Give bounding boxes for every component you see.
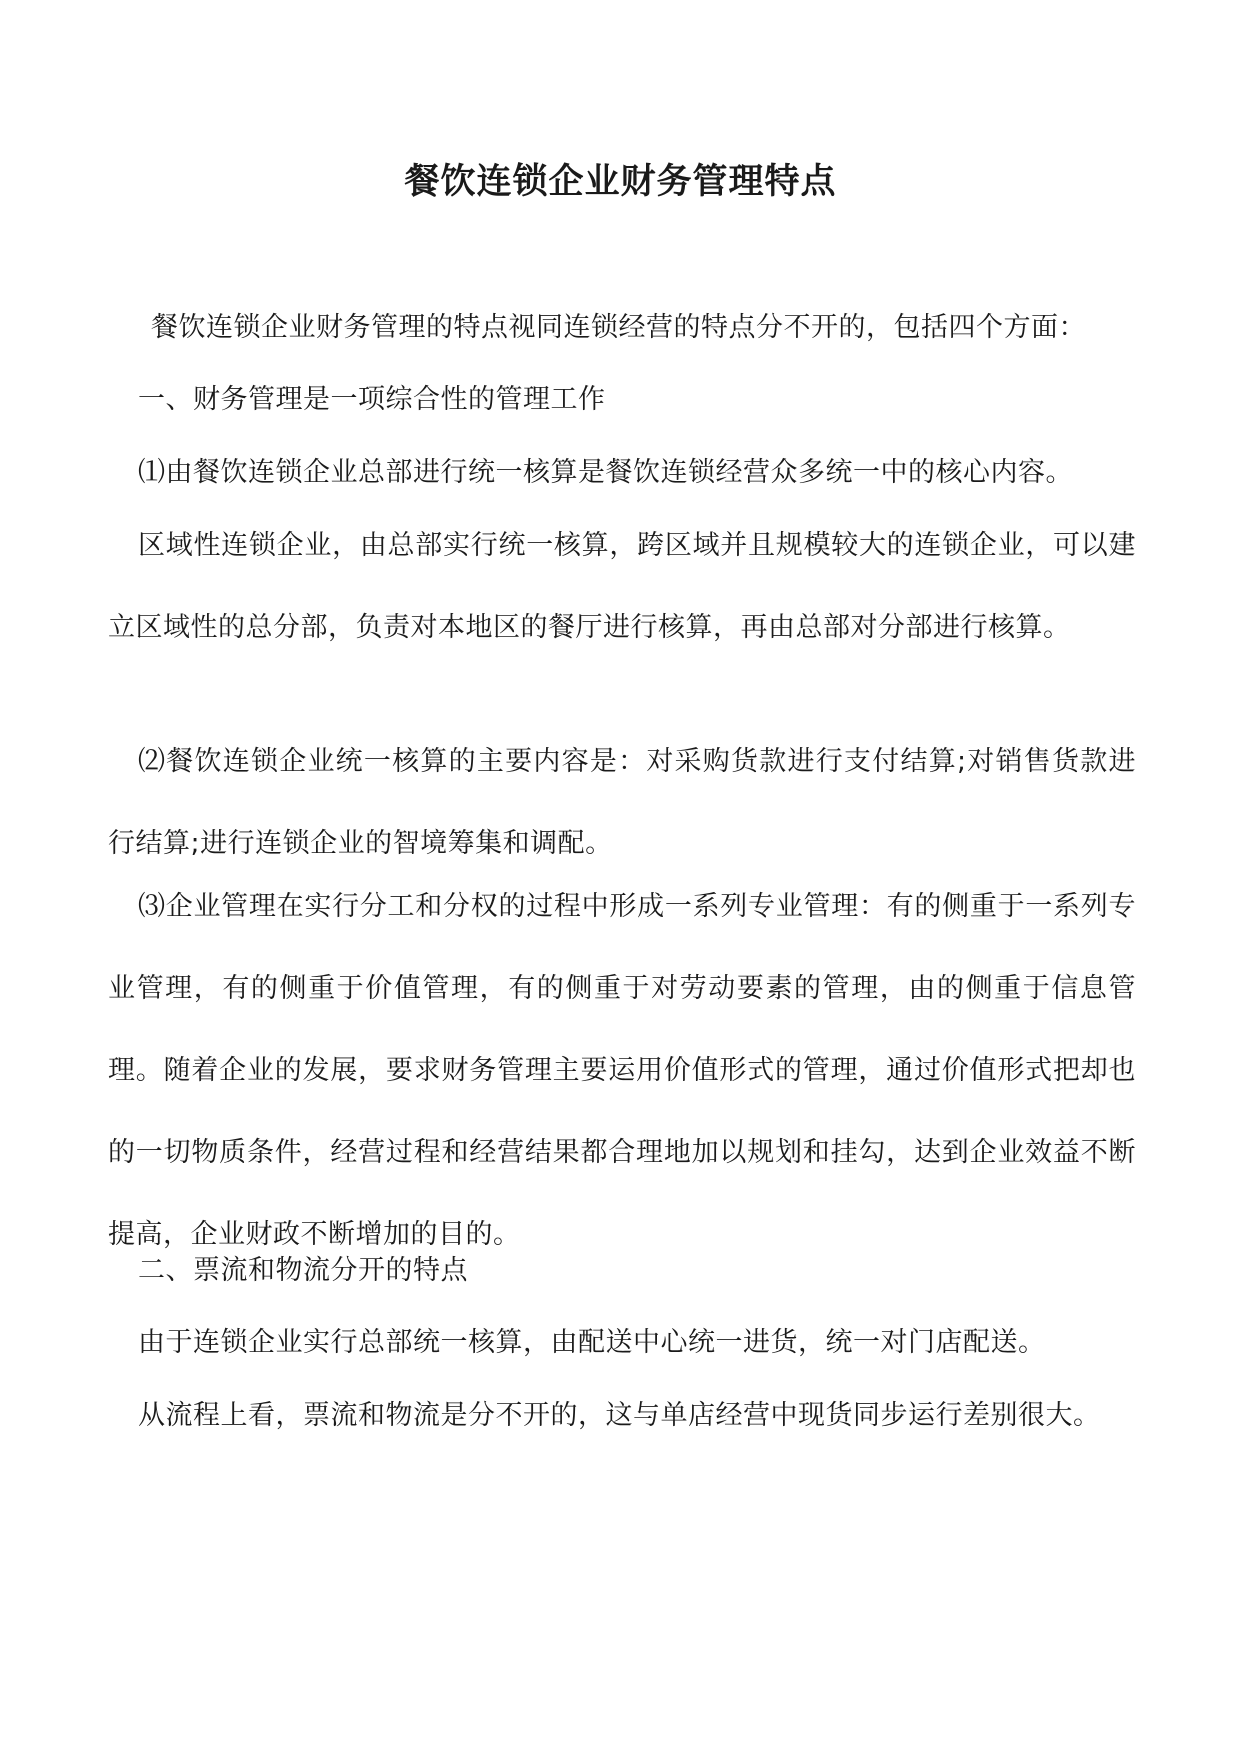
paragraph-flow: 从流程上看，票流和物流是分不开的，这与单店经营中现货同步运行差别很大。 <box>138 1400 1101 1431</box>
paragraph-item-3: ⑶企业管理在实行分工和分权的过程中形成一系列专业管理：有的侧重于一系列专业管理，有的侧重于价值管理，有的侧重于对劳动要素的管理，由的侧重于信息管理。随着企业的发展，要求财务管理主要运用价值形式的管理，通过价值形式把却也的一切物质条件，经营过程和经营结果都合理地加以规划和挂勾，达到企业效益不断提高，企业财政不断增加的目的。 <box>108 891 1136 1250</box>
paragraph-regional: 区域性连锁企业，由总部实行统一核算，跨区域并且规模较大的连锁企业，可以建立区域性的总分部，负责对本地区的餐厅进行核算，再由总部对分部进行核算。 <box>108 530 1136 643</box>
paragraph-distribution: 由于连锁企业实行总部统一核算，由配送中心统一进货，统一对门店配送。 <box>138 1327 1046 1358</box>
intro-paragraph: 餐饮连锁企业财务管理的特点视同连锁经营的特点分不开的，包括四个方面： <box>151 312 1086 343</box>
document-title: 餐饮连锁企业财务管理特点 <box>404 161 837 202</box>
section-heading-2: 二、票流和物流分开的特点 <box>138 1255 468 1286</box>
paragraph-item-1: ⑴由餐饮连锁企业总部进行统一核算是餐饮连锁经营众多统一中的核心内容。 <box>138 457 1073 488</box>
section-heading-1: 一、财务管理是一项综合性的管理工作 <box>138 384 606 415</box>
paragraph-item-2: ⑵餐饮连锁企业统一核算的主要内容是：对采购货款进行支付结算;对销售货款进行结算;进行连锁企业的智境筹集和调配。 <box>108 746 1136 859</box>
